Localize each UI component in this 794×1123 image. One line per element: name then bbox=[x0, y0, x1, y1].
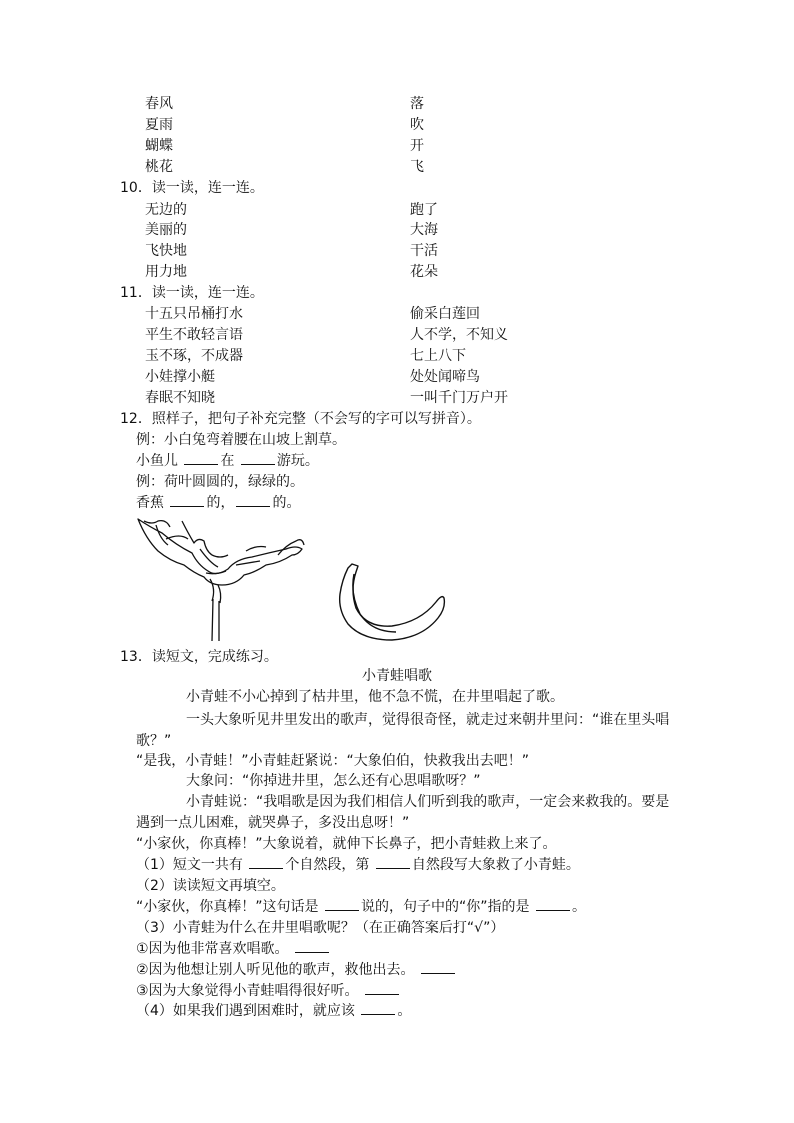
q11-left-3: 玉不琢，不成器 bbox=[145, 348, 243, 364]
q10-left-1: 无边的 bbox=[145, 202, 187, 218]
story-para-3: “是我，小青蛙！”小青蛙赶紧说：“大象伯伯，快救我出去吧！” bbox=[136, 753, 530, 769]
q9-left-4: 桃花 bbox=[145, 159, 173, 175]
q11-left-1: 十五只吊桶打水 bbox=[145, 306, 243, 322]
q11-stem: 11．读一读，连一连。 bbox=[120, 285, 264, 301]
q12-line1-a: 小鱼儿 bbox=[136, 453, 178, 469]
banana-icon bbox=[332, 560, 450, 642]
q13-option-1: ①因为他非常喜欢唱歌。 bbox=[136, 939, 331, 959]
q9-left-2: 夏雨 bbox=[145, 117, 173, 133]
q12-line2-a: 香蕉 bbox=[136, 495, 164, 511]
q12-line-2 bbox=[136, 493, 300, 513]
q13-blank-3[interactable] bbox=[325, 897, 359, 911]
q12-blank-4[interactable] bbox=[236, 493, 270, 507]
q13-sub-4: （4）如果我们遇到困难时，就应该 。 bbox=[136, 1003, 412, 1019]
q12-blank-1[interactable] bbox=[184, 451, 218, 465]
q12-line2-b: 的， bbox=[206, 495, 235, 511]
q9-right-2: 吹 bbox=[410, 117, 424, 133]
q13-option-1-blank[interactable] bbox=[295, 939, 329, 953]
story-para-5a: 小青蛙说：“我唱歌是因为我们相信人们听到我的歌声，一定会来救我的。要是 bbox=[186, 794, 670, 810]
q12-line-1 bbox=[136, 451, 319, 471]
q11-left-5: 春眠不知晓 bbox=[145, 390, 215, 406]
story-para-6: “小家伙，你真棒！”大象说着，就伸下长鼻子，把小青蛙救上来了。 bbox=[136, 836, 557, 852]
q13-option-2-blank[interactable] bbox=[421, 960, 455, 974]
q12-example-1: 例：小白兔弯着腰在山坡上割草。 bbox=[136, 432, 346, 448]
q12-line1-c: 游玩。 bbox=[276, 453, 319, 469]
q11-right-2: 人不学，不知义 bbox=[410, 327, 508, 343]
q10-right-1: 跑了 bbox=[410, 202, 438, 218]
story-title: 小青蛙唱歌 bbox=[362, 668, 432, 684]
q13-option-2: ②因为他想让别人听见他的歌声，救他出去。 bbox=[136, 960, 457, 980]
q13-sub-2-line: “小家伙，你真棒！”这句话是 说的，句子中的“你”指的是 。 bbox=[136, 899, 586, 915]
q13-option-3: ③因为大象觉得小青蛙唱得很好听。 bbox=[136, 981, 401, 1001]
story-para-2a: 一头大象听见井里发出的歌声，觉得很奇怪，就走过来朝井里问：“谁在里头唱 bbox=[186, 712, 670, 728]
q13-blank-1[interactable] bbox=[249, 855, 283, 869]
q9-left-1: 春风 bbox=[145, 96, 173, 112]
q10-left-3: 飞快地 bbox=[145, 243, 187, 259]
story-para-5b: 遇到一点儿困难，就哭鼻子，多没出息呀！” bbox=[136, 815, 410, 831]
q9-right-1: 落 bbox=[410, 96, 424, 112]
q9-right-3: 开 bbox=[410, 138, 424, 154]
story-para-1: 小青蛙不小心掉到了枯井里，他不急不慌，在井里唱起了歌。 bbox=[186, 689, 564, 705]
q12-example-2: 例：荷叶圆圆的，绿绿的。 bbox=[136, 474, 304, 490]
q13-sub-3: （3）小青蛙为什么在井里唱歌呢？（在正确答案后打“√”） bbox=[136, 920, 505, 936]
q13-sub-2: （2）读读短文再填空。 bbox=[136, 878, 285, 894]
lotus-leaf-icon bbox=[136, 515, 306, 643]
q9-right-4: 飞 bbox=[410, 159, 424, 175]
q12-line1-b: 在 bbox=[220, 453, 235, 469]
q10-stem: 10．读一读，连一连。 bbox=[120, 180, 264, 196]
q11-right-3: 七上八下 bbox=[410, 348, 466, 364]
q10-right-3: 干活 bbox=[410, 243, 438, 259]
q12-blank-3[interactable] bbox=[170, 493, 204, 507]
q10-right-2: 大海 bbox=[410, 222, 438, 238]
q10-right-4: 花朵 bbox=[410, 264, 438, 280]
q12-blank-2[interactable] bbox=[241, 451, 275, 465]
q11-left-2: 平生不敢轻言语 bbox=[145, 327, 243, 343]
q10-left-4: 用力地 bbox=[145, 264, 187, 280]
q11-right-4: 处处闻啼鸟 bbox=[410, 369, 480, 385]
q11-left-4: 小娃撑小艇 bbox=[145, 369, 215, 385]
q9-left-3: 蝴蝶 bbox=[145, 138, 173, 154]
q11-right-1: 偷采白莲回 bbox=[410, 306, 480, 322]
q13-option-3-blank[interactable] bbox=[365, 981, 399, 995]
story-para-4: 大象问：“你掉进井里，怎么还有心思唱歌呀？” bbox=[186, 773, 481, 789]
q13-blank-4[interactable] bbox=[536, 897, 570, 911]
q12-line2-c: 的。 bbox=[272, 495, 301, 511]
q12-stem: 12．照样子，把句子补充完整（不会写的字可以写拼音）。 bbox=[120, 411, 481, 427]
story-para-2b: 歌？” bbox=[136, 733, 172, 749]
q13-blank-2[interactable] bbox=[376, 855, 410, 869]
q10-left-2: 美丽的 bbox=[145, 222, 187, 238]
q13-stem: 13．读短文，完成练习。 bbox=[120, 649, 278, 665]
q13-blank-5[interactable] bbox=[361, 1001, 395, 1015]
q13-sub-1: （1）短文一共有 个自然段，第 自然段写大象救了小青蛙。 bbox=[136, 857, 580, 873]
q11-right-5: 一叫千门万户开 bbox=[410, 390, 508, 406]
